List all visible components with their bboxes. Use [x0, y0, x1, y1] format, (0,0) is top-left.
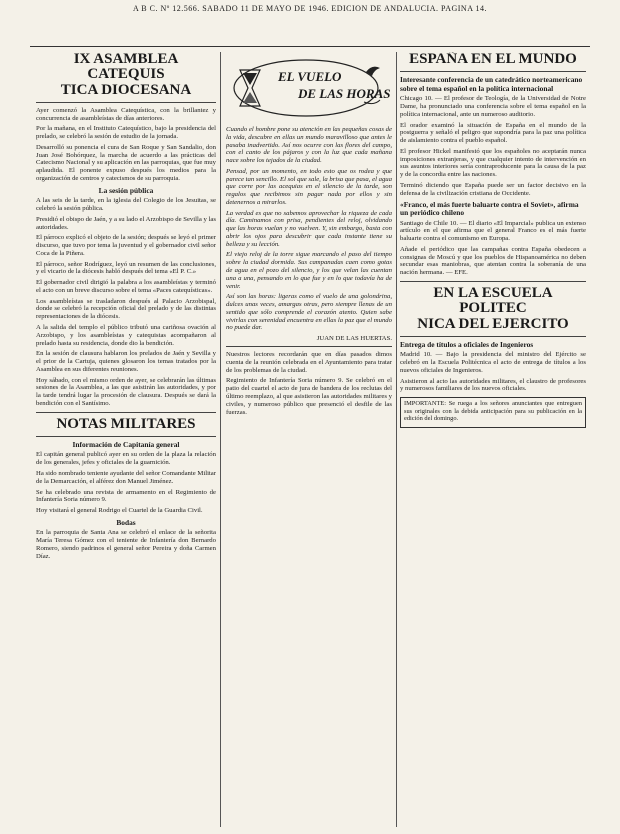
paragraph: Asistieron al acto las autoridades militares, el claustro de profesores y numerosos familiares de los nuevos oficiales.	[400, 377, 586, 393]
italic-article	[226, 126, 392, 332]
paragraph: El capitán general publicó ayer en su orden de la plaza la relación de los generales, jefes y oficiales de la guarnición.	[36, 451, 216, 467]
column-logo	[226, 52, 392, 122]
paragraph: Santiago de Chile 10. — El diario «El Imparcial» publica un extenso artículo en el que afirma que el general Franco es el más fuerte baluarte contra el comunismo en Europa.	[400, 219, 586, 243]
paragraph: Los asambleístas se trasladaron después al Palacio Arzobispal, donde se celebró la recepción oficial del prelado y de las distintas representaciones de la diócesis.	[36, 297, 216, 321]
article-signature: JUAN DE LAS HUERTAS.	[316, 335, 392, 343]
paragraph: A la salida del templo el público tributó una cariñosa ovación al Arzobispo, y los asambleístas y catequistas acompañaron al prelado hasta su residencia, donde dio la bendición.	[36, 324, 216, 347]
logo-line: EL VUELO	[278, 69, 342, 84]
paragraph: Pensad, por un momento, en todo esto que os rodea y que parece tan sencillo. El sol que sale, la brisa que pasa, el agua que corre por las acequias en el silencio de la tarde, son regalos que recibimos sin pagar nada por ellos y sin detenernos a mirarlos.	[226, 167, 392, 206]
divider	[36, 436, 216, 437]
divider	[400, 336, 586, 337]
article-title: NOTAS MILITARES	[56, 415, 196, 432]
divider	[36, 102, 216, 103]
notice-box	[400, 397, 586, 428]
section-heading: La sesión pública	[98, 185, 154, 195]
column-middle	[226, 52, 392, 419]
paragraph: Se ha celebrado una revista de armamento en el Regimiento de Infantería Soria número 9.	[36, 488, 216, 504]
divider	[36, 412, 216, 413]
article-title	[400, 286, 586, 332]
paragraph: Chicago 10. — El profesor de Teología, de la Universidad de Notre Dame, ha pronunciado una conferencia sobre el tema español en la política internacional, ante un numeroso auditorio.	[400, 95, 586, 118]
section-heading: Bodas	[116, 517, 136, 527]
page-header: A B C. Nº 12.566. SABADO 11 DE MAYO DE 1946. EDICION DE ANDALUCIA. PAGINA 14.	[132, 4, 488, 13]
title-line: TICA DIOCESANA	[60, 81, 192, 98]
paragraph: Ha sido nombrado teniente ayudante del señor Comandante Militar de la Demarcación, el alférez don Manuel Jiménez.	[36, 470, 216, 485]
paragraph: Añade el periódico que las campañas contra España obedecen a consignas de Moscú y que los pueblos de Hispanoamérica no deben secundar esas maniobras, que atentan contra la soberanía de una nación hermana. — EFE.	[400, 245, 586, 277]
paragraph: El profesor Hickel manifestó que los españoles no aceptarán nunca imposiciones extranjeras, y que cualquier intento de intervención en sus asuntos interiores sería contraproducente para la causa de la paz y de la concordia entre las naciones.	[400, 147, 586, 179]
logo-title	[278, 70, 390, 100]
section-heading: Interesante conferencia de un catedrático norteamericano sobre el tema español en la política internacional	[400, 75, 583, 93]
paragraph: Desarrolló su ponencia el cura de San Roque y San Sandalio, don Juan José Bohórquez, la marcha de acuerdo a las prácticas del Catecismo Nacional y su aplicación en las parroquias, que fue muy aplaudida. El ponente expuso después los medios para la organización de centros y catecismos de su parroquia.	[36, 143, 216, 183]
paragraph: Por la mañana, en el Instituto Catequístico, bajo la presidencia del prelado, se celebró la sesión de estudio de la jornada.	[36, 125, 216, 141]
paragraph: El párroco explicó el objeto de la sesión; después se leyó el primer discurso, que tuvo por tema la juventud y el gobernador civil señor Coca de la Piñera.	[36, 234, 216, 257]
article-title	[36, 52, 216, 98]
divider	[400, 71, 586, 72]
paragraph: IMPORTANTE: Se ruega a los señores anunciantes que entreguen sus originales con la debida anticipación para su publicación en la edición del domingo.	[404, 400, 582, 422]
paragraph: Nuestros lectores recordarán que en días pasados dimos cuenta de la reunión celebrada en el Ayuntamiento para tratar de los problemas de la ciudad.	[226, 351, 392, 374]
paragraph: El párroco, señor Rodríguez, leyó un resumen de las conclusiones, y el vicario de la diócesis habló después del tema «El P. C.»	[36, 260, 216, 276]
paragraph: En la sesión de clausura hablaron los prelados de Jaén y Sevilla y el prior de la Cartuja, quienes glosaron los temas tratados por la Asamblea en sus diferentes reuniones.	[36, 350, 216, 373]
column-divider	[396, 52, 397, 827]
section-heading: «Franco, el más fuerte baluarte contra el Soviet», afirma un periódico chileno	[400, 199, 579, 218]
section-heading: Entrega de títulos a oficiales de Ingenieros	[400, 339, 534, 349]
paragraph: Hoy sábado, con el mismo orden de ayer, se celebrarán las últimas sesiones de la Asamblea, a las que asistirán las autoridades, y por la tarde tendrá lugar la procesión de clausura. Después se dará la bendición con el Santísimo.	[36, 376, 216, 407]
paragraph: Presidió el obispo de Jaén, y a su lado el Arzobispo de Sevilla y las autoridades.	[36, 215, 216, 231]
column-divider	[220, 52, 221, 827]
divider	[226, 346, 392, 347]
paragraph: A las seis de la tarde, en la iglesia del Colegio de los Jesuitas, se celebró la sesión pública.	[36, 197, 216, 213]
divider	[400, 281, 586, 282]
paragraph: Ayer comenzó la Asamblea Catequística, con la brillantez y concurrencia de asambleístas de días anteriores.	[36, 106, 216, 122]
header-rule	[30, 46, 590, 47]
column-left	[36, 52, 216, 563]
paragraph: El orador examinó la situación de España en el mundo de la postguerra y señaló el peligro que supondría para la paz una política de aislamiento contra el pueblo español.	[400, 121, 586, 145]
paragraph: El viejo reloj de la torre sigue marcando el paso del tiempo sobre la ciudad dormida. Sus campanadas caen como gotas de agua en el pozo del silencio, y los que velan las cuentan una a una, pensando en lo que fue y en lo que todavía ha de venir.	[226, 251, 392, 290]
title-line: EN LA ESCUELA POLITEC	[433, 284, 553, 317]
paragraph: Madrid 10. — Bajo la presidencia del ministro del Ejército se celebró en la Escuela Politécnica el acto de entrega de títulos a los nuevos oficiales de Ingenieros.	[400, 351, 586, 374]
paragraph: Regimiento de Infantería Soria número 9. Se celebró en el patio del cuartel el acto de jura de bandera de los reclutas del último reemplazo, al que asistieron las autoridades militares y civiles, y numeroso público que presenció el desfile de las fuerzas.	[226, 377, 392, 416]
paragraph: En la parroquia de Santa Ana se celebró el enlace de la señorita María Teresa Gómez con el teniente de Infantería don Bernardo Romero, siendo padrinos el general señor Pereira y doña Carmen Díaz.	[36, 529, 216, 560]
paragraph: Terminó diciendo que España puede ser un factor decisivo en la defensa de la civilización cristiana de Occidente.	[400, 181, 586, 197]
article-title: ESPAÑA EN EL MUNDO	[409, 52, 577, 67]
paragraph: Cuando el hombre pone su atención en las pequeñas cosas de la vida, descubre en ellas un mundo maravilloso que antes le pasaba inadvertido. Así nos ocurre con las flores del campo, con el canto de los pájaros y con la luz que cada mañana nace sobre los tejados de la ciudad.	[226, 126, 392, 165]
column-right	[400, 52, 586, 428]
paragraph: Así son las horas: ligeras como el vuelo de una golondrina, dulces unas veces, amargas otras, pero siempre llenas de un sentido que sólo comprende el corazón atento. Quien sabe vivirlas con serenidad encuentra en ellas la paz que el mundo no puede dar.	[226, 293, 392, 332]
paragraph: Hoy visitará el general Rodrigo el Cuartel de la Guardia Civil.	[36, 507, 203, 515]
section-heading: Información de Capitanía general	[72, 439, 180, 449]
paragraph: La verdad es que no sabemos aprovechar la riqueza de cada día. Caminamos con prisa, pendientes del reloj, olvidando que las horas vuelan y no vuelven. Y, sin embargo, basta con abrir los ojos para descubrir que cada instante tiene su belleza y su lección.	[226, 209, 392, 248]
title-line: IX ASAMBLEA CATEQUIS	[73, 52, 179, 83]
title-line: NICA DEL EJERCITO	[417, 315, 569, 332]
logo-line: DE LAS HORAS	[298, 86, 391, 101]
paragraph: El gobernador civil dirigió la palabra a los asambleístas y terminó el acto con un breve discurso sobre el tema «Paces catequísticas».	[36, 279, 216, 294]
